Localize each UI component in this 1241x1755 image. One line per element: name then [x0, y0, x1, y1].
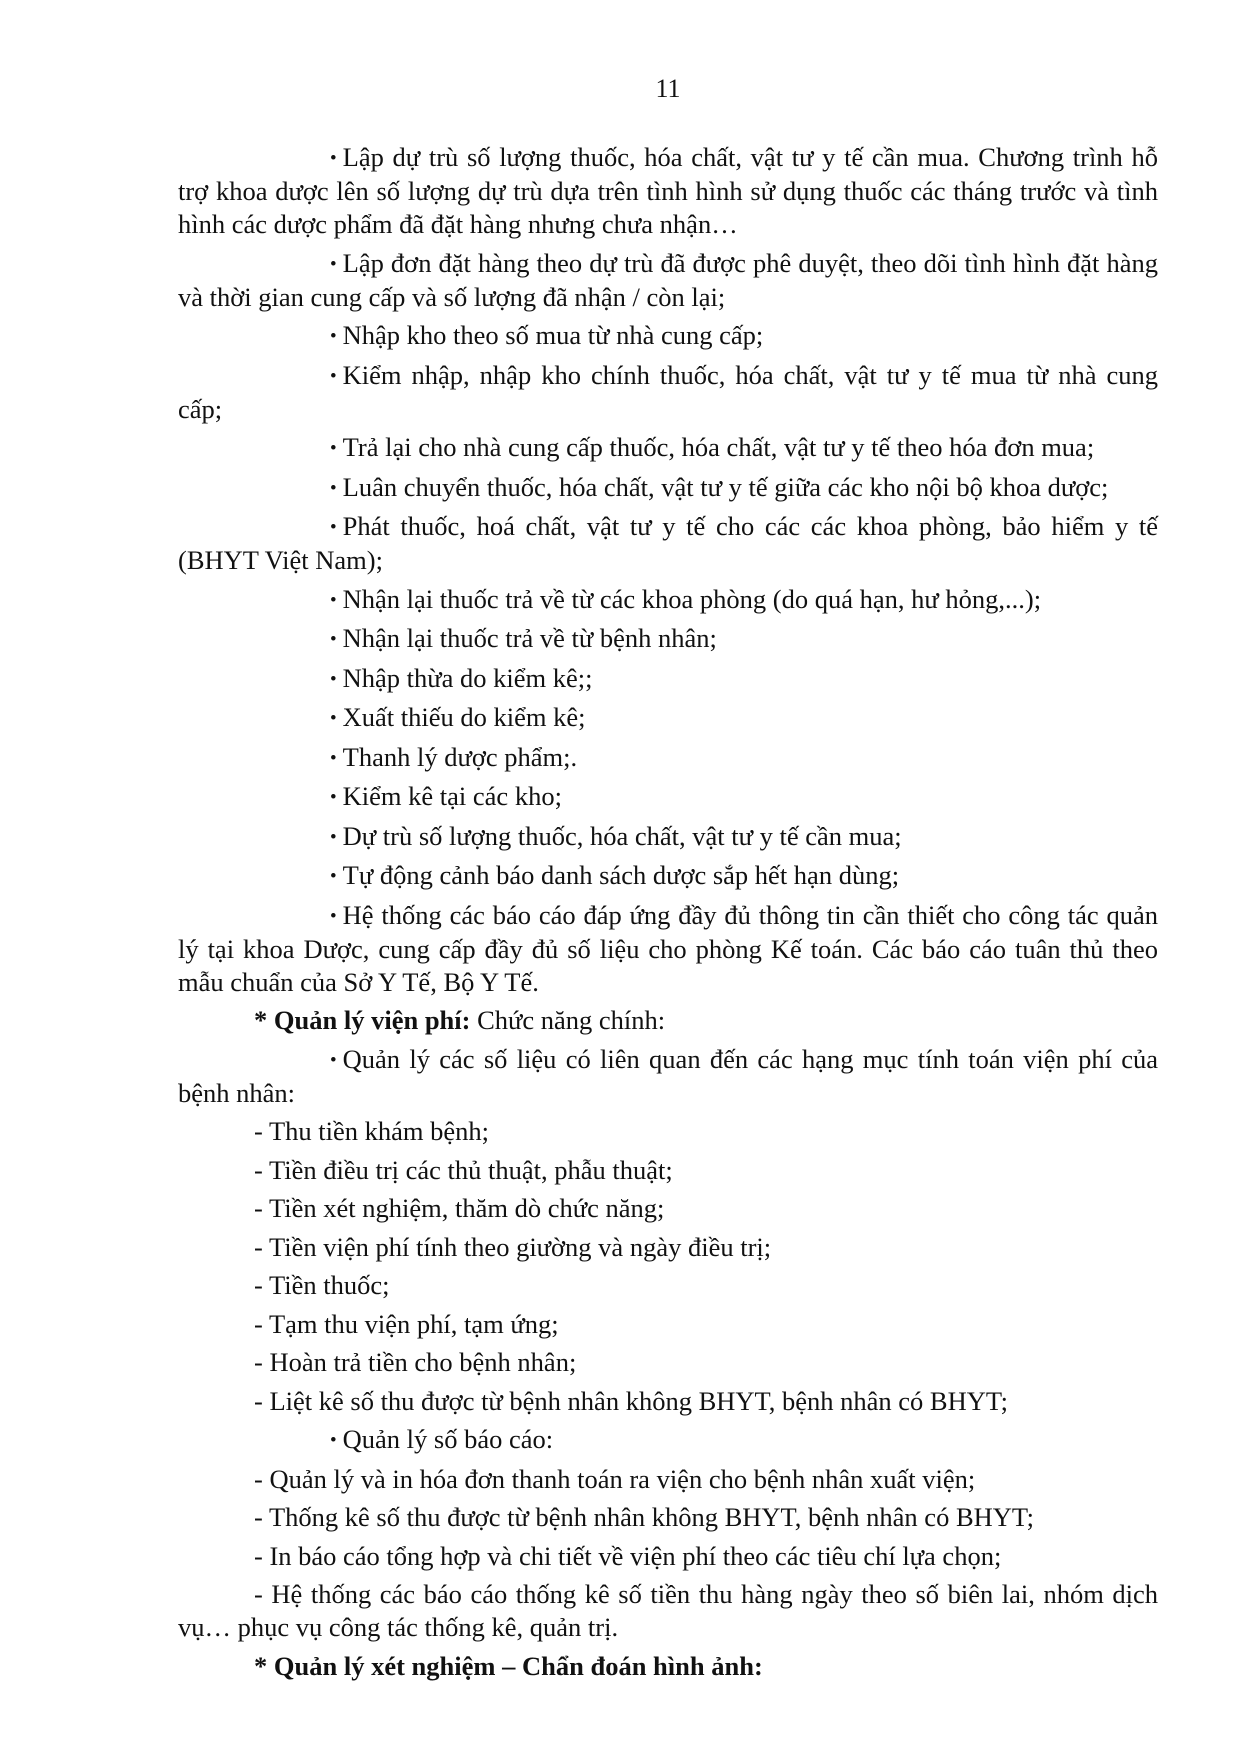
bullet-icon: •	[330, 1430, 337, 1451]
paragraph-text: Dự trù số lượng thuốc, hóa chất, vật tư y tế cần mua;	[342, 820, 902, 851]
bullet-icon: •	[330, 148, 337, 169]
document-body	[178, 141, 1158, 1688]
bullet-paragraph	[178, 471, 1158, 505]
bullet-icon: •	[330, 668, 337, 690]
section-heading-text: Chức năng chính:	[470, 1005, 666, 1035]
bullet-icon: •	[330, 866, 337, 887]
bullet-icon: •	[330, 826, 337, 848]
bullet-icon: •	[330, 477, 337, 499]
paragraph-text: Phát thuốc, hoá chất, vật tư y tế cho các các khoa phòng, bảo hiểm y tế (BHYT Việt Nam);	[178, 511, 1158, 575]
bullet-paragraph	[178, 741, 1158, 775]
bullet-icon: •	[330, 787, 337, 808]
bullet-icon: •	[330, 905, 337, 927]
dash-list-item: - Tiền viện phí tính theo giường và ngày điều trị;	[254, 1231, 772, 1262]
paragraph-text: Luân chuyển thuốc, hóa chất, vật tư y tế giữa các kho nội bộ khoa dược;	[342, 471, 1109, 502]
bullet-paragraph	[178, 859, 1158, 893]
bullet-paragraph	[178, 359, 1158, 426]
paragraph-text: Hệ thống các báo cáo đáp ứng đầy đủ thông tin cần thiết cho công tác quản lý tại khoa Dược, cung cấp đầy đủ số liệu cho phòng Kế toán. Các báo cáo tuân thủ theo mẫu chuẩn của Sở Y Tế, Bộ Y Tế.	[178, 899, 1158, 997]
bullet-icon: •	[330, 747, 337, 769]
bullet-icon: •	[330, 365, 337, 387]
bullet-paragraph	[178, 780, 1158, 814]
paragraph-text: Quản lý các số liệu có liên quan đến các hạng mục tính toán viện phí của bệnh nhân:	[178, 1043, 1158, 1108]
bullet-paragraph	[178, 319, 1158, 353]
section-heading	[178, 1004, 1158, 1037]
bullet-icon: •	[330, 629, 337, 650]
dash-list-item: - Tiền điều trị các thủ thuật, phẫu thuật;	[254, 1154, 673, 1185]
paragraph-text: Xuất thiếu do kiểm kê;	[342, 702, 586, 732]
bullet-paragraph	[178, 662, 1158, 696]
dash-list-item: - Quản lý và in hóa đơn thanh toán ra viện cho bệnh nhân xuất viện;	[254, 1463, 976, 1494]
bullet-paragraph	[178, 622, 1158, 656]
paragraph-text: Kiểm kê tại các kho;	[342, 781, 562, 811]
section-heading-bold: * Quản lý xét nghiệm – Chẩn đoán hình ảnh:	[254, 1650, 763, 1681]
section-heading	[178, 1650, 1158, 1683]
paragraph-text: Tự động cảnh báo danh sách dược sắp hết hạn dùng;	[342, 860, 900, 890]
bullet-paragraph	[178, 899, 1158, 999]
dash-list-item: - Liệt kê số thu được từ bệnh nhân không BHYT, bệnh nhân có BHYT;	[254, 1385, 1008, 1416]
bullet-paragraph	[178, 510, 1158, 577]
paragraph-text: Trả lại cho nhà cung cấp thuốc, hóa chất, vật tư y tế theo hóa đơn mua;	[342, 432, 1095, 462]
bullet-icon: •	[330, 589, 337, 611]
paragraph-text: Kiểm nhập, nhập kho chính thuốc, hóa chất, vật tư y tế mua từ nhà cung cấp;	[178, 359, 1158, 424]
bullet-icon: •	[330, 253, 337, 275]
paragraph-text: Nhập kho theo số mua từ nhà cung cấp;	[342, 320, 764, 350]
section-heading-bold: * Quản lý viện phí:	[254, 1005, 471, 1035]
page-number: 11	[655, 74, 681, 103]
bullet-paragraph	[178, 1043, 1158, 1110]
paragraph-text: Nhận lại thuốc trả về từ các khoa phòng (do quá hạn, hư hỏng,...);	[342, 583, 1042, 614]
bullet-paragraph	[178, 583, 1158, 617]
dash-list-item: - Tiền xét nghiệm, thăm dò chức năng;	[254, 1193, 665, 1223]
paragraph-text: Nhận lại thuốc trả về từ bệnh nhân;	[342, 623, 717, 653]
paragraph-text: Thanh lý dược phẩm;.	[342, 741, 578, 772]
paragraph-text: Nhập thừa do kiểm kê;;	[342, 662, 593, 693]
dash-list-item: - Tạm thu viện phí, tạm ứng;	[254, 1308, 559, 1339]
bullet-paragraph	[178, 701, 1158, 735]
bullet-paragraph	[178, 141, 1158, 241]
dash-list-item: - Thu tiền khám bệnh;	[254, 1116, 490, 1146]
bullet-icon: •	[330, 438, 337, 459]
paragraph-text: Quản lý số báo cáo:	[342, 1424, 554, 1454]
dash-list-item: - Tiền thuốc;	[254, 1270, 390, 1300]
paragraph-text: Lập đơn đặt hàng theo dự trù đã được phê duyệt, theo dõi tình hình đặt hàng và thời gian cung cấp và số lượng đã nhận / còn lại;	[178, 247, 1158, 312]
bullet-paragraph	[178, 247, 1158, 314]
bullet-icon: •	[330, 517, 337, 538]
dash-list-item: - Thống kê số thu được từ bệnh nhân không BHYT, bệnh nhân có BHYT;	[254, 1502, 1034, 1532]
bullet-paragraph	[178, 431, 1158, 465]
dash-list-item: - Hoàn trả tiền cho bệnh nhân;	[254, 1347, 577, 1377]
bullet-paragraph	[178, 1423, 1158, 1457]
dash-list-item: - Hệ thống các báo cáo thống kê số tiền thu hàng ngày theo số biên lai, nhóm dịch vụ… phục vụ công tác thống kê, quản trị.	[178, 1579, 1158, 1642]
paragraph-text: Lập dự trù số lượng thuốc, hóa chất, vật tư y tế cần mua. Chương trình hỗ trợ khoa dược lên số lượng dự trù dựa trên tình hình sử dụng thuốc các tháng trước và tình hình các dược phẩm đã đặt hàng nhưng chưa nhận…	[178, 142, 1158, 239]
bullet-icon: •	[330, 326, 337, 347]
dash-list-item: - In báo cáo tổng hợp và chi tiết về viện phí theo các tiêu chí lựa chọn;	[254, 1540, 1002, 1571]
bullet-icon: •	[330, 708, 337, 729]
bullet-paragraph	[178, 820, 1158, 854]
bullet-icon: •	[330, 1049, 337, 1071]
